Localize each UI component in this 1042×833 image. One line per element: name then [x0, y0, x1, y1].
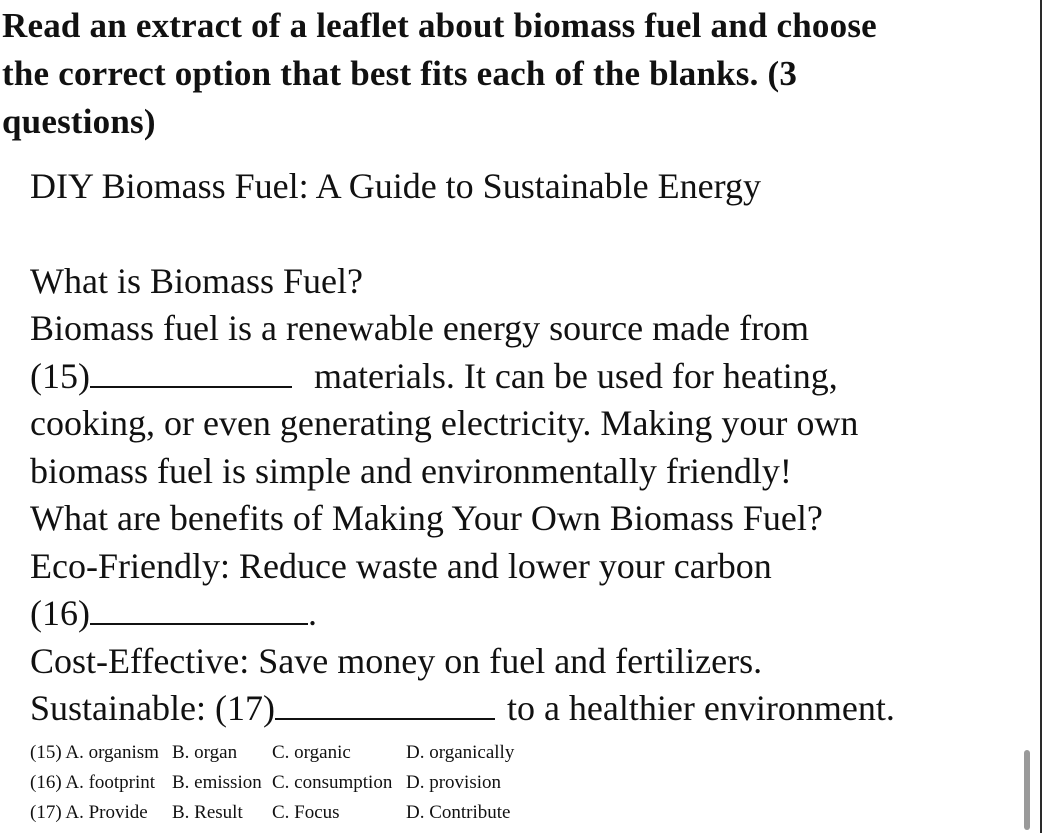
paragraph-text: to a healthier environment. [506, 688, 895, 728]
option-c[interactable]: C. consumption [272, 772, 393, 793]
instruction-line: the correct option that best fits each of the blanks. (3 [2, 54, 798, 93]
option-a[interactable]: (15) A. organism [30, 742, 159, 763]
blank-17 [275, 688, 495, 720]
option-a[interactable]: (17) A. Provide [30, 802, 148, 823]
option-c[interactable]: C. organic [272, 742, 351, 763]
option-a[interactable]: (16) A. footprint [30, 772, 156, 793]
blank-label-17: Sustainable: (17) [30, 688, 275, 728]
paragraph-text: materials. It can be used for heating, [313, 355, 838, 396]
leaflet-extract [30, 163, 1030, 733]
benefit-eco-friendly: Eco-Friendly: Reduce waste and lower your carbon [30, 545, 772, 586]
option-d[interactable]: D. Contribute [406, 802, 511, 823]
scrollbar-thumb[interactable] [1024, 750, 1030, 830]
instruction-line: questions) [2, 102, 156, 141]
option-b[interactable]: B. Result [172, 802, 243, 823]
option-b[interactable]: B. organ [172, 742, 238, 763]
option-d[interactable]: D. provision [406, 772, 501, 793]
leaflet-title: DIY Biomass Fuel: A Guide to Sustainable Energy [30, 166, 761, 206]
paragraph-line: Biomass fuel is a renewable energy source made from [30, 308, 810, 348]
benefit-sustainable [30, 685, 1030, 733]
blank-15 [90, 356, 292, 388]
blank-label-15: (15) [30, 355, 90, 396]
paragraph-line: biomass fuel is simple and environmentally friendly! [30, 450, 792, 491]
paragraph-line: cooking, or even generating electricity. Making your own [30, 403, 859, 443]
instruction-line: Read an extract of a leaflet about biomass fuel and choose [2, 6, 877, 45]
paragraph-line-with-blank [30, 590, 1030, 638]
benefit-cost-effective: Cost-Effective: Save money on fuel and fertilizers. [30, 640, 763, 681]
period: . [307, 593, 317, 633]
blank-16 [90, 593, 308, 625]
section-heading: What is Biomass Fuel? [30, 260, 363, 301]
section-heading: What are benefits of Making Your Own Biomass Fuel? [30, 498, 823, 538]
option-b[interactable]: B. emission [172, 772, 262, 793]
option-c[interactable]: C. Focus [272, 802, 340, 823]
paragraph-line-with-blank [30, 353, 1030, 401]
blank-label-16: (16) [30, 593, 90, 633]
option-d[interactable]: D. organically [406, 742, 515, 763]
question-instruction [2, 2, 1002, 146]
